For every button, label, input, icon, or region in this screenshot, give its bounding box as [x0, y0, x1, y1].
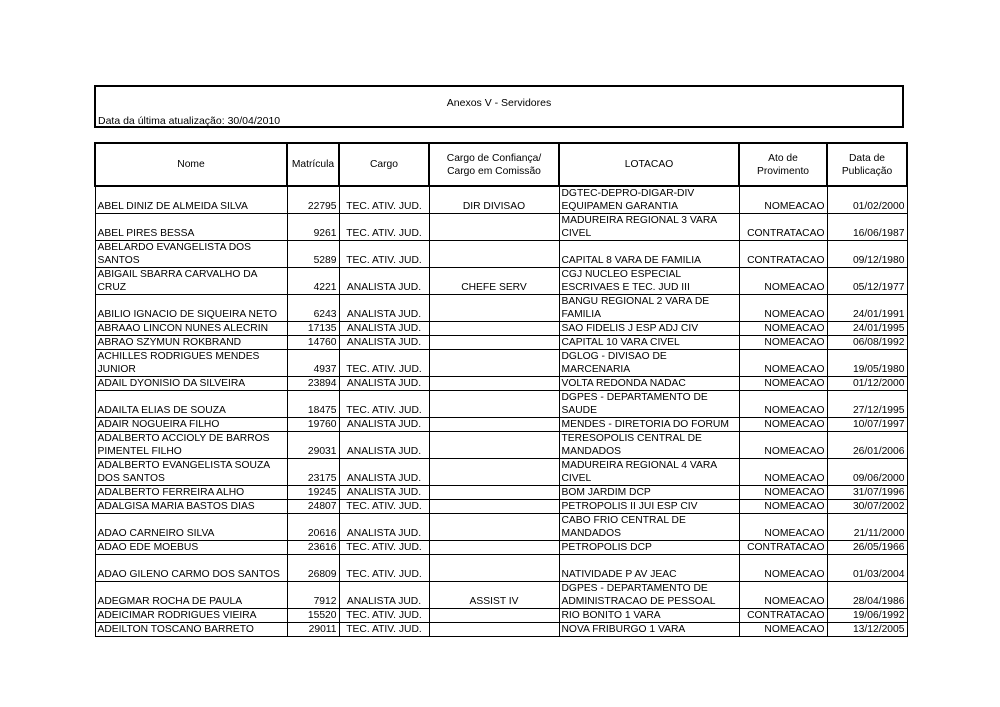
- cell-nome: ABRAO SZYMUN ROKBRAND: [95, 336, 287, 350]
- cell-cargo-confianca: [429, 322, 559, 336]
- cell-ato-provimento: NOMEACAO: [739, 486, 827, 500]
- col-header-cargo-confianca: Cargo de Confiança/ Cargo em Comissão: [429, 143, 559, 186]
- cell-matricula: 22795: [287, 186, 339, 214]
- table-row: [95, 555, 907, 582]
- cell-cargo: ANALISTA JUD.: [339, 459, 429, 486]
- cell-lotacao: TERESOPOLIS CENTRAL DE MANDADOS: [559, 432, 739, 459]
- table-row: [95, 295, 907, 322]
- cell-ato-provimento: CONTRATACAO: [739, 214, 827, 241]
- cell-nome: ADEICIMAR RODRIGUES VIEIRA: [95, 609, 287, 623]
- cell-matricula: 29011: [287, 623, 339, 637]
- servidores-table: [94, 142, 908, 637]
- cell-cargo-confianca: [429, 432, 559, 459]
- cell-cargo: ANALISTA JUD.: [339, 322, 429, 336]
- cell-lotacao: DGTEC-DEPRO-DIGAR-DIV EQUIPAMEN GARANTIA: [559, 186, 739, 214]
- table-row: [95, 241, 907, 268]
- cell-data-publicacao: 31/07/1996: [827, 486, 907, 500]
- cell-data-publicacao: 09/12/1980: [827, 241, 907, 268]
- cell-nome: ACHILLES RODRIGUES MENDES JUNIOR: [95, 350, 287, 377]
- table-row: [95, 582, 907, 609]
- cell-matricula: 17135: [287, 322, 339, 336]
- cell-ato-provimento: NOMEACAO: [739, 582, 827, 609]
- cell-cargo: TEC. ATIV. JUD.: [339, 241, 429, 268]
- cell-lotacao: NOVA FRIBURGO 1 VARA: [559, 623, 739, 637]
- cell-cargo: ANALISTA JUD.: [339, 514, 429, 541]
- col-header-data-publicacao: Data de Publicação: [827, 143, 907, 186]
- cell-lotacao: MENDES - DIRETORIA DO FORUM: [559, 418, 739, 432]
- table-row: [95, 322, 907, 336]
- cell-cargo-confianca: [429, 377, 559, 391]
- cell-ato-provimento: NOMEACAO: [739, 623, 827, 637]
- table-row: [95, 609, 907, 623]
- cell-nome: ABEL DINIZ DE ALMEIDA SILVA: [95, 186, 287, 214]
- cell-data-publicacao: 16/06/1987: [827, 214, 907, 241]
- cell-nome: ADAO CARNEIRO SILVA: [95, 514, 287, 541]
- cell-ato-provimento: NOMEACAO: [739, 459, 827, 486]
- cell-matricula: 4221: [287, 268, 339, 295]
- cell-matricula: 19760: [287, 418, 339, 432]
- cell-nome: ABELARDO EVANGELISTA DOS SANTOS: [95, 241, 287, 268]
- cell-cargo: TEC. ATIV. JUD.: [339, 555, 429, 582]
- cell-matricula: 4937: [287, 350, 339, 377]
- cell-lotacao: CGJ NUCLEO ESPECIAL ESCRIVAES E TEC. JUD III: [559, 268, 739, 295]
- table-row: [95, 514, 907, 541]
- cell-cargo-confianca: [429, 295, 559, 322]
- cell-data-publicacao: 01/02/2000: [827, 186, 907, 214]
- cell-nome: ADEGMAR ROCHA DE PAULA: [95, 582, 287, 609]
- cell-ato-provimento: NOMEACAO: [739, 514, 827, 541]
- cell-data-publicacao: 01/03/2004: [827, 555, 907, 582]
- cell-data-publicacao: 19/05/1980: [827, 350, 907, 377]
- cell-nome: ADEILTON TOSCANO BARRETO: [95, 623, 287, 637]
- table-row: [95, 377, 907, 391]
- cell-cargo-confianca: [429, 514, 559, 541]
- cell-data-publicacao: 30/07/2002: [827, 500, 907, 514]
- cell-lotacao: DGPES - DEPARTAMENTO DE SAUDE: [559, 391, 739, 418]
- table-row: [95, 214, 907, 241]
- cell-nome: ADAIR NOGUEIRA FILHO: [95, 418, 287, 432]
- cell-matricula: 14760: [287, 336, 339, 350]
- cell-data-publicacao: 01/12/2000: [827, 377, 907, 391]
- cell-cargo-confianca: [429, 241, 559, 268]
- table-row: [95, 459, 907, 486]
- table-row: [95, 486, 907, 500]
- cell-cargo: TEC. ATIV. JUD.: [339, 391, 429, 418]
- cell-nome: ABILIO IGNACIO DE SIQUEIRA NETO: [95, 295, 287, 322]
- table-header-row: [95, 143, 907, 186]
- cell-data-publicacao: 13/12/2005: [827, 623, 907, 637]
- cell-cargo: TEC. ATIV. JUD.: [339, 214, 429, 241]
- cell-data-publicacao: 10/07/1997: [827, 418, 907, 432]
- cell-ato-provimento: NOMEACAO: [739, 350, 827, 377]
- cell-lotacao: SAO FIDELIS J ESP ADJ CIV: [559, 322, 739, 336]
- cell-data-publicacao: 19/06/1992: [827, 609, 907, 623]
- cell-data-publicacao: 26/05/1966: [827, 541, 907, 555]
- cell-nome: ADALBERTO FERREIRA ALHO: [95, 486, 287, 500]
- col-header-lotacao: LOTACAO: [559, 143, 739, 186]
- cell-lotacao: MADUREIRA REGIONAL 4 VARA CIVEL: [559, 459, 739, 486]
- cell-ato-provimento: NOMEACAO: [739, 555, 827, 582]
- last-updated-date: Data da última atualização: 30/04/2010: [98, 115, 281, 127]
- cell-matricula: 9261: [287, 214, 339, 241]
- cell-cargo: TEC. ATIV. JUD.: [339, 541, 429, 555]
- cell-cargo-confianca: [429, 350, 559, 377]
- cell-cargo-confianca: [429, 486, 559, 500]
- cell-nome: ADALGISA MARIA BASTOS DIAS: [95, 500, 287, 514]
- table-row: [95, 350, 907, 377]
- col-header-matricula: Matrícula: [287, 143, 339, 186]
- cell-lotacao: DGLOG - DIVISAO DE MARCENARIA: [559, 350, 739, 377]
- table-row: [95, 623, 907, 637]
- cell-ato-provimento: NOMEACAO: [739, 295, 827, 322]
- cell-nome: ADALBERTO EVANGELISTA SOUZA DOS SANTOS: [95, 459, 287, 486]
- cell-cargo: ANALISTA JUD.: [339, 418, 429, 432]
- table-row: [95, 186, 907, 214]
- table-row: [95, 391, 907, 418]
- cell-cargo-confianca: [429, 623, 559, 637]
- cell-lotacao: CAPITAL 10 VARA CIVEL: [559, 336, 739, 350]
- table-row: [95, 418, 907, 432]
- cell-cargo: ANALISTA JUD.: [339, 268, 429, 295]
- cell-matricula: 26809: [287, 555, 339, 582]
- cell-data-publicacao: 24/01/1991: [827, 295, 907, 322]
- cell-nome: ADALBERTO ACCIOLY DE BARROS PIMENTEL FILHO: [95, 432, 287, 459]
- table-row: [95, 336, 907, 350]
- cell-matricula: 5289: [287, 241, 339, 268]
- cell-cargo: TEC. ATIV. JUD.: [339, 623, 429, 637]
- cell-lotacao: NATIVIDADE P AV JEAC: [559, 555, 739, 582]
- cell-cargo: TEC. ATIV. JUD.: [339, 609, 429, 623]
- cell-cargo-confianca: [429, 500, 559, 514]
- cell-matricula: 29031: [287, 432, 339, 459]
- cell-cargo: TEC. ATIV. JUD.: [339, 350, 429, 377]
- cell-cargo: TEC. ATIV. JUD.: [339, 500, 429, 514]
- report-title: Anexos V - Servidores: [446, 97, 552, 109]
- cell-data-publicacao: 28/04/1986: [827, 582, 907, 609]
- cell-matricula: 6243: [287, 295, 339, 322]
- cell-ato-provimento: NOMEACAO: [739, 336, 827, 350]
- cell-matricula: 15520: [287, 609, 339, 623]
- cell-data-publicacao: 24/01/1995: [827, 322, 907, 336]
- cell-cargo: ANALISTA JUD.: [339, 486, 429, 500]
- table-row: [95, 268, 907, 295]
- col-header-cargo: Cargo: [339, 143, 429, 186]
- cell-matricula: 23894: [287, 377, 339, 391]
- cell-matricula: 18475: [287, 391, 339, 418]
- cell-nome: ABEL PIRES BESSA: [95, 214, 287, 241]
- cell-matricula: 24807: [287, 500, 339, 514]
- cell-nome: ADAO EDE MOEBUS: [95, 541, 287, 555]
- cell-cargo: ANALISTA JUD.: [339, 377, 429, 391]
- cell-cargo-confianca: [429, 459, 559, 486]
- cell-data-publicacao: 26/01/2006: [827, 432, 907, 459]
- cell-lotacao: PETROPOLIS II JUI ESP CIV: [559, 500, 739, 514]
- cell-cargo-confianca: [429, 609, 559, 623]
- col-header-ato-provimento: Ato de Provimento: [739, 143, 827, 186]
- cell-lotacao: BANGU REGIONAL 2 VARA DE FAMILIA: [559, 295, 739, 322]
- cell-matricula: 7912: [287, 582, 339, 609]
- cell-lotacao: PETROPOLIS DCP: [559, 541, 739, 555]
- cell-cargo-confianca: CHEFE SERV: [429, 268, 559, 295]
- cell-lotacao: RIO BONITO 1 VARA: [559, 609, 739, 623]
- col-header-nome: Nome: [95, 143, 287, 186]
- cell-nome: ABRAAO LINCON NUNES ALECRIN: [95, 322, 287, 336]
- cell-ato-provimento: NOMEACAO: [739, 322, 827, 336]
- cell-data-publicacao: 09/06/2000: [827, 459, 907, 486]
- cell-ato-provimento: CONTRATACAO: [739, 541, 827, 555]
- cell-matricula: 23175: [287, 459, 339, 486]
- cell-ato-provimento: NOMEACAO: [739, 432, 827, 459]
- cell-nome: ABIGAIL SBARRA CARVALHO DA CRUZ: [95, 268, 287, 295]
- cell-cargo-confianca: [429, 541, 559, 555]
- cell-matricula: 20616: [287, 514, 339, 541]
- cell-cargo-confianca: ASSIST IV: [429, 582, 559, 609]
- table-row: [95, 500, 907, 514]
- cell-cargo-confianca: [429, 418, 559, 432]
- cell-ato-provimento: NOMEACAO: [739, 377, 827, 391]
- cell-nome: ADAILTA ELIAS DE SOUZA: [95, 391, 287, 418]
- table-row: [95, 432, 907, 459]
- cell-data-publicacao: 06/08/1992: [827, 336, 907, 350]
- cell-ato-provimento: NOMEACAO: [739, 268, 827, 295]
- report-header: [94, 85, 904, 128]
- cell-cargo-confianca: DIR DIVISAO: [429, 186, 559, 214]
- cell-matricula: 23616: [287, 541, 339, 555]
- cell-lotacao: CAPITAL 8 VARA DE FAMILIA: [559, 241, 739, 268]
- table-row: [95, 541, 907, 555]
- cell-ato-provimento: NOMEACAO: [739, 391, 827, 418]
- cell-cargo: ANALISTA JUD.: [339, 295, 429, 322]
- cell-cargo-confianca: [429, 214, 559, 241]
- cell-cargo: TEC. ATIV. JUD.: [339, 186, 429, 214]
- cell-data-publicacao: 21/11/2000: [827, 514, 907, 541]
- cell-lotacao: DGPES - DEPARTAMENTO DE ADMINISTRACAO DE PESSOAL: [559, 582, 739, 609]
- cell-matricula: 19245: [287, 486, 339, 500]
- cell-lotacao: BOM JARDIM DCP: [559, 486, 739, 500]
- cell-cargo-confianca: [429, 555, 559, 582]
- cell-ato-provimento: CONTRATACAO: [739, 241, 827, 268]
- cell-lotacao: VOLTA REDONDA NADAC: [559, 377, 739, 391]
- cell-ato-provimento: NOMEACAO: [739, 186, 827, 214]
- cell-nome: ADAIL DYONISIO DA SILVEIRA: [95, 377, 287, 391]
- cell-ato-provimento: NOMEACAO: [739, 418, 827, 432]
- cell-lotacao: MADUREIRA REGIONAL 3 VARA CIVEL: [559, 214, 739, 241]
- cell-lotacao: CABO FRIO CENTRAL DE MANDADOS: [559, 514, 739, 541]
- cell-data-publicacao: 05/12/1977: [827, 268, 907, 295]
- cell-data-publicacao: 27/12/1995: [827, 391, 907, 418]
- cell-cargo-confianca: [429, 336, 559, 350]
- cell-cargo-confianca: [429, 391, 559, 418]
- cell-cargo: ANALISTA JUD.: [339, 582, 429, 609]
- cell-cargo: ANALISTA JUD.: [339, 336, 429, 350]
- cell-nome: ADAO GILENO CARMO DOS SANTOS: [95, 555, 287, 582]
- cell-ato-provimento: NOMEACAO: [739, 500, 827, 514]
- cell-cargo: ANALISTA JUD.: [339, 432, 429, 459]
- cell-ato-provimento: CONTRATACAO: [739, 609, 827, 623]
